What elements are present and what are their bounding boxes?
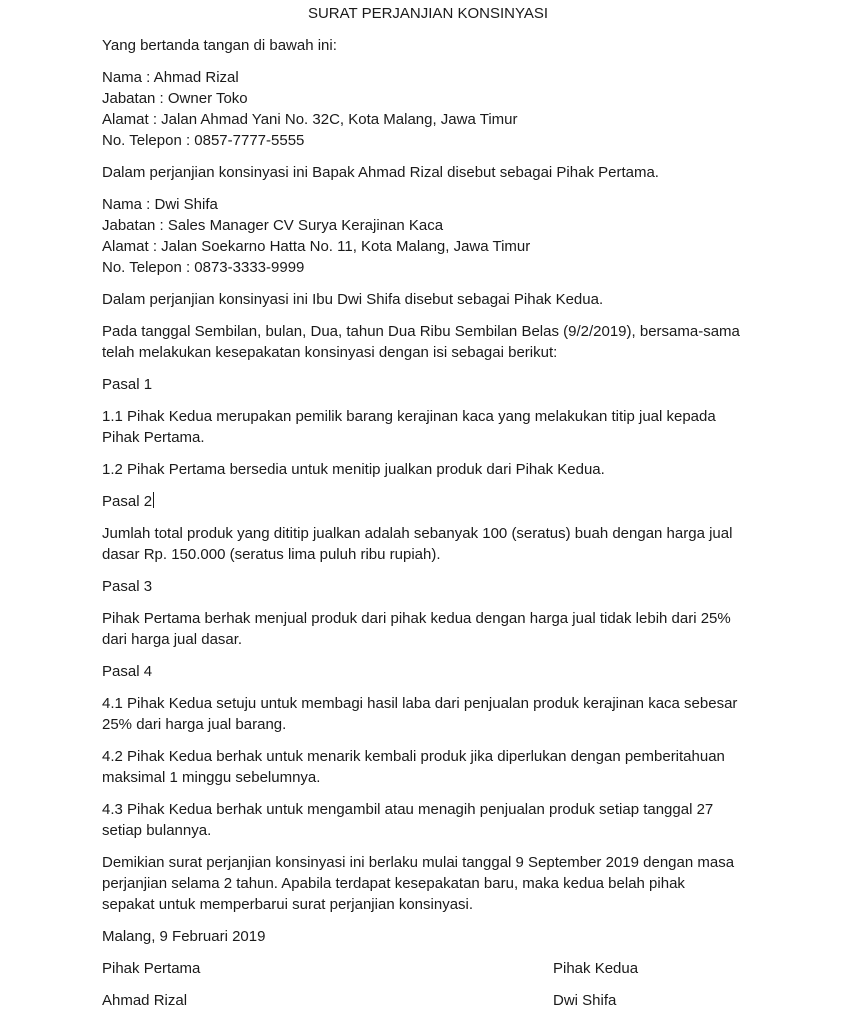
party2-jabatan: Jabatan : Sales Manager CV Surya Kerajinan Kaca xyxy=(102,217,444,234)
party1-jabatan: Jabatan : Owner Toko xyxy=(102,90,248,107)
pasal4-item1 xyxy=(102,693,762,735)
pasal2-line: Jumlah total produk yang dititip jualkan adalah sebanyak 100 (seratus) buah dengan harga jual xyxy=(102,525,733,542)
pasal2-body xyxy=(102,523,762,565)
document-body[interactable] xyxy=(102,35,762,1022)
signature-right-role: Pihak Kedua xyxy=(553,960,639,977)
pasal1-item1 xyxy=(102,406,762,448)
intro-text: Yang bertanda tangan di bawah ini: xyxy=(102,37,337,54)
text-cursor xyxy=(153,492,154,508)
party1-telepon: No. Telepon : 0857-7777-5555 xyxy=(102,132,305,149)
closing-line: perjanjian selama 2 tahun. Apabila terdapat kesepakatan baru, maka kedua belah pihak xyxy=(102,875,685,892)
signature-left-role: Pihak Pertama xyxy=(102,960,201,977)
agreement-intro-line: Pada tanggal Sembilan, bulan, Dua, tahun Dua Ribu Sembilan Belas (9/2/2019), bersama-sama xyxy=(102,323,740,340)
agreement-intro-line: telah melakukan kesepakatan konsinyasi dengan isi sebagai berikut: xyxy=(102,344,558,361)
pasal4-item2 xyxy=(102,746,762,788)
pasal4-item1-line: 25% dari harga jual barang. xyxy=(102,716,287,733)
party1-statement: Dalam perjanjian konsinyasi ini Bapak Ahmad Rizal disebut sebagai Pihak Pertama. xyxy=(102,164,659,181)
pasal3-body xyxy=(102,608,762,650)
pasal2-heading-row[interactable] xyxy=(102,491,762,512)
pasal4-item3-line: setiap bulannya. xyxy=(102,822,212,839)
pasal2-line: dasar Rp. 150.000 (seratus lima puluh ribu rupiah). xyxy=(102,546,441,563)
pasal1-item2: 1.2 Pihak Pertama bersedia untuk menitip jualkan produk dari Pihak Kedua. xyxy=(102,461,605,478)
pasal1-item1-line: Pihak Pertama. xyxy=(102,429,205,446)
pasal2-heading: Pasal 2 xyxy=(102,493,153,510)
party2-details xyxy=(102,194,762,278)
pasal4-item3-line: 4.3 Pihak Kedua berhak untuk mengambil atau menagih penjualan produk setiap tanggal 27 xyxy=(102,801,714,818)
party1-nama: Nama : Ahmad Rizal xyxy=(102,69,239,86)
pasal1-heading: Pasal 1 xyxy=(102,376,153,393)
closing-line: Demikian surat perjanjian konsinyasi ini berlaku mulai tanggal 9 September 2019 dengan masa xyxy=(102,854,735,871)
agreement-intro xyxy=(102,321,762,363)
document-title: SURAT PERJANJIAN KONSINYASI xyxy=(307,5,549,22)
party2-statement: Dalam perjanjian konsinyasi ini Ibu Dwi Shifa disebut sebagai Pihak Kedua. xyxy=(102,291,604,308)
pasal3-line: Pihak Pertama berhak menjual produk dari pihak kedua dengan harga jual tidak lebih dari 25% xyxy=(102,610,731,627)
pasal4-item2-line: 4.2 Pihak Kedua berhak untuk menarik kembali produk jika diperlukan dengan pemberitahuan xyxy=(102,748,725,765)
signature-roles xyxy=(102,958,762,979)
closing-paragraph xyxy=(102,852,762,915)
pasal4-heading: Pasal 4 xyxy=(102,663,153,680)
party1-details xyxy=(102,67,762,151)
signature-right-name: Dwi Shifa xyxy=(553,992,617,1009)
pasal4-item3 xyxy=(102,799,762,841)
signature-names xyxy=(102,990,762,1011)
pasal3-line: dari harga jual dasar. xyxy=(102,631,243,648)
party2-nama: Nama : Dwi Shifa xyxy=(102,196,218,213)
closing-line: sepakat untuk memperbarui surat perjanjian konsinyasi. xyxy=(102,896,474,913)
pasal3-heading: Pasal 3 xyxy=(102,578,153,595)
party1-alamat: Alamat : Jalan Ahmad Yani No. 32C, Kota Malang, Jawa Timur xyxy=(102,111,518,128)
party2-alamat: Alamat : Jalan Soekarno Hatta No. 11, Kota Malang, Jawa Timur xyxy=(102,238,531,255)
pasal1-item1-line: 1.1 Pihak Kedua merupakan pemilik barang kerajinan kaca yang melakukan titip jual kepada xyxy=(102,408,716,425)
pasal4-item2-line: maksimal 1 minggu sebelumnya. xyxy=(102,769,321,786)
place-date: Malang, 9 Februari 2019 xyxy=(102,928,266,945)
pasal4-item1-line: 4.1 Pihak Kedua setuju untuk membagi hasil laba dari penjualan produk kerajinan kaca sebesar xyxy=(102,695,738,712)
signature-left-name: Ahmad Rizal xyxy=(102,992,188,1009)
party2-telepon: No. Telepon : 0873-3333-9999 xyxy=(102,259,305,276)
